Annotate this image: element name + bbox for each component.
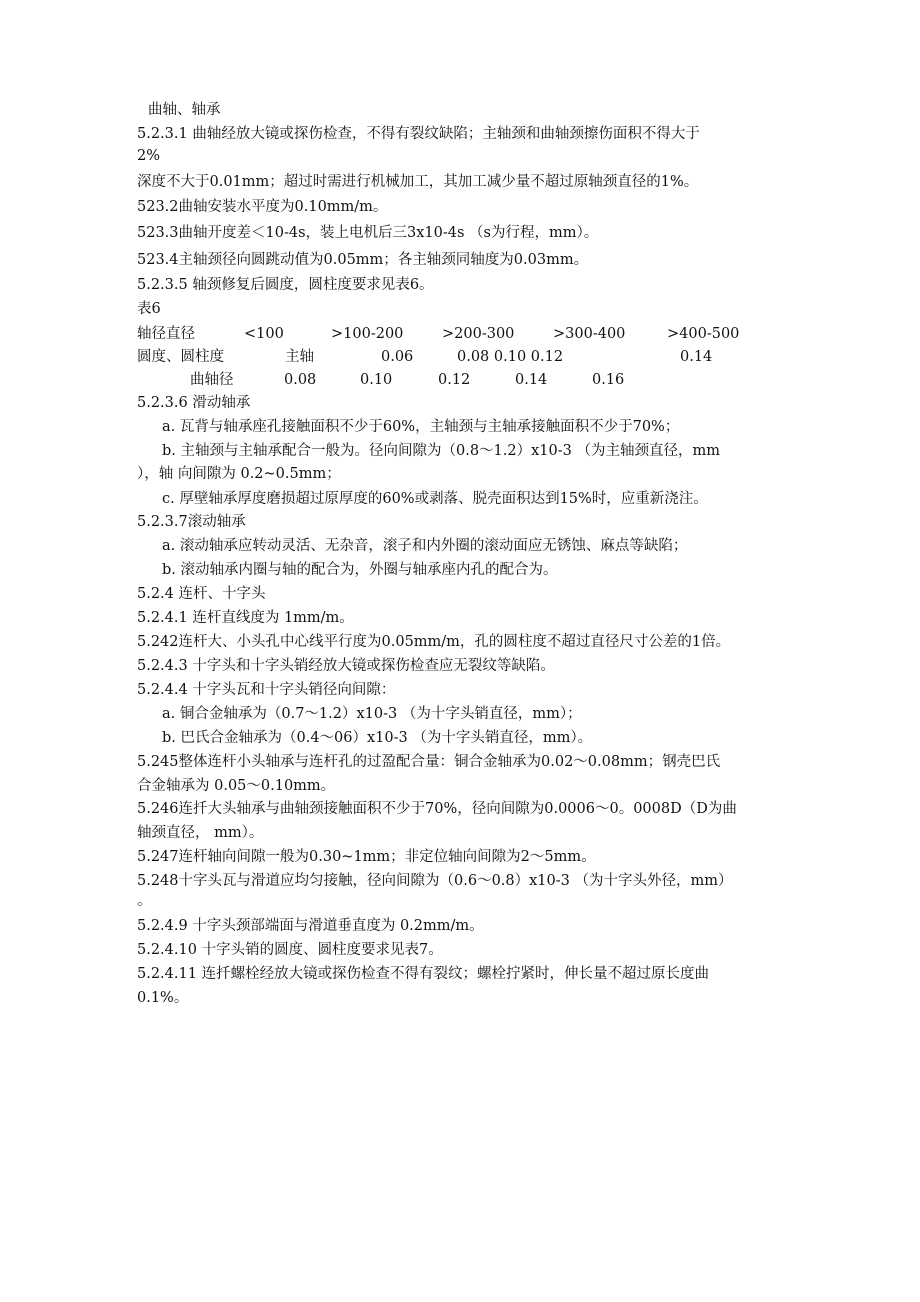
list-item-continuation: ），轴 向间隙为 0.2~0.5mm； [137, 466, 341, 482]
list-item: a. 铜合金轴承为（0.7〜1.2）x10-3 （为十字头销直径，mm）； [162, 706, 582, 722]
table6-header-cell: >200-300 [442, 326, 515, 342]
paragraph-line: 深度不大于0.01mm；超过时需进行机械加工，其加工减少量不超过原轴颈直径的1%。 [137, 174, 699, 190]
paragraph-line: 5.2.3.5 轴颈修复后圆度，圆柱度要求见表6。 [137, 277, 434, 293]
paragraph-line: 。 [137, 893, 152, 909]
table6-cell: 0.14 [680, 349, 713, 365]
list-item: b. 巴氏合金轴承为（0.4〜06）x10-3 （为十字头销直径，mm）。 [162, 730, 593, 746]
paragraph-line: 轴颈直径， mm）。 [137, 825, 264, 841]
paragraph-line: 5.242连杆大、小头孔中心线平行度为0.05mm/m，孔的圆柱度不超过直径尺寸公差的1倍。 [137, 634, 731, 650]
table6-cell: 0.08 0.10 0.12 [457, 349, 564, 365]
paragraph-line: 5.247连杆轴向间隙一般为0.30~1mm；非定位轴向间隙为2〜5mm。 [137, 849, 596, 865]
paragraph-line: 5.245整体连杆小头轴承与连杆孔的过盈配合量：铜合金轴承为0.02〜0.08mm；钢壳巴氏 [137, 754, 721, 770]
table6-header-cell: 轴径直径 [137, 326, 195, 342]
paragraph-line: 0.1%。 [137, 990, 189, 1006]
paragraph-line: 5.2.4.4 十字头瓦和十字头销径向间隙： [137, 682, 396, 698]
table6-header-cell: <100 [244, 326, 284, 342]
paragraph-line: 5.2.3.1 曲轴经放大镜或探伤检查，不得有裂纹缺陷；主轴颈和曲轴颈擦伤面积不得大于 [137, 126, 700, 142]
list-item: b. 滚动轴承内圈与轴的配合为，外圈与轴承座内孔的配合为。 [162, 562, 558, 578]
paragraph-line: 5.2.4.3 十字头和十字头销经放大镜或探伤检查应无裂纹等缺陷。 [137, 658, 555, 674]
table-caption: 表6 [137, 301, 161, 317]
table6-cell: 0.06 [381, 349, 414, 365]
paragraph-line: 合金轴承为 0.05〜0.10mm。 [137, 778, 336, 794]
table6-cell: 0.12 [438, 372, 471, 388]
table6-header-cell: >100-200 [331, 326, 404, 342]
paragraph-line: 523.4主轴颈径向圆跳动值为0.05mm；各主轴颈同轴度为0.03mm。 [137, 252, 589, 268]
paragraph-line: 5.248十字头瓦与滑道应均匀接触，径向间隙为（0.6〜0.8）x10-3 （为十字头外径，mm） [137, 873, 733, 889]
table6-cell: 0.10 [360, 372, 393, 388]
paragraph-line: 2% [137, 148, 161, 164]
table6-row-sublabel: 主轴 [285, 349, 314, 365]
table6-header-cell: >300-400 [553, 326, 626, 342]
paragraph-line: 5.2.4.9 十字头颈部端面与滑道垂直度为 0.2mm/m。 [137, 918, 484, 934]
paragraph-line: 523.2曲轴安装水平度为0.10mm/m。 [137, 199, 388, 215]
section-heading: 5.2.3.7滚动轴承 [137, 514, 246, 530]
list-item: b. 主轴颈与主轴承配合一般为。径向间隙为（0.8〜1.2）x10-3 （为主轴颈直径，mm [162, 443, 720, 459]
list-item: c. 厚壁轴承厚度磨损超过原厚度的60%或剥落、脱壳面积达到15%时，应重新浇注。 [162, 491, 708, 507]
paragraph-line: 5.2.4.1 连杆直线度为 1mm/m。 [137, 610, 354, 626]
list-item: a. 瓦背与轴承座孔接触面积不少于60%，主轴颈与主轴承接触面积不少于70%； [162, 419, 680, 435]
table6-row-sublabel: 曲轴径 [190, 372, 234, 388]
table6-row-label: 圆度、圆柱度 [137, 349, 224, 365]
section-heading: 5.2.4 连杆、十字头 [137, 586, 266, 602]
table6-cell: 0.16 [592, 372, 625, 388]
section-heading-crankshaft: 曲轴、轴承 [148, 102, 221, 118]
paragraph-line: 523.3曲轴开度差＜10-4s，装上电机后三3x10-4s （s为行程，mm）。 [137, 225, 599, 241]
table6-header-cell: >400-500 [667, 326, 740, 342]
paragraph-line: 5.2.4.10 十字头销的圆度、圆柱度要求见表7。 [137, 942, 443, 958]
list-item: a. 滚动轴承应转动灵活、无杂音，滚子和内外圈的滚动面应无锈蚀、麻点等缺陷； [162, 538, 688, 554]
table6-cell: 0.08 [284, 372, 317, 388]
paragraph-line: 5.246连扦大头轴承与曲轴颈接触面积不少于70%，径向间隙为0.0006〜0。0008D（D为曲 [137, 801, 737, 817]
table6-cell: 0.14 [515, 372, 548, 388]
paragraph-line: 5.2.4.11 连扦螺栓经放大镜或探伤检查不得有裂纹；螺栓拧紧时，伸长量不超过原长度曲 [137, 966, 710, 982]
section-heading: 5.2.3.6 滑动轴承 [137, 395, 251, 411]
